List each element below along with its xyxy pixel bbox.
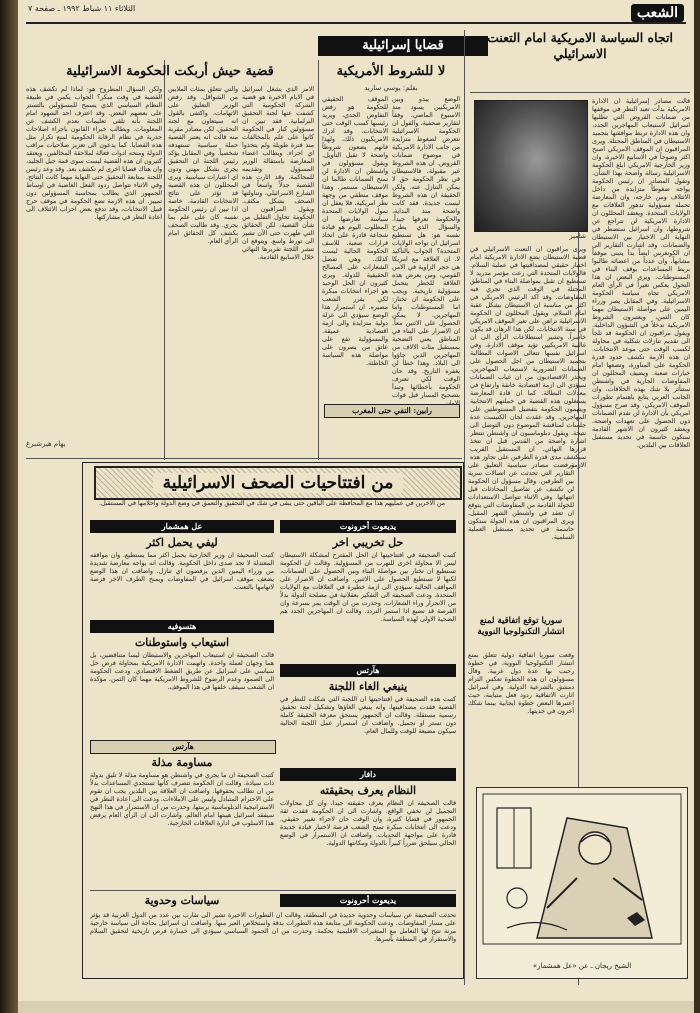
- left-article-column-3: ولكن السؤال المطروح هو: لماذا لم تكشف هذه القضية في وقت مبكر؟ الجواب يكمن في طبيعة النظام السياسي الذي يسمح للمسؤولين بالتستر على بعضهم البعض. وقد اعترف احد الشهود امام اللجنة بأنه تلقى تعليمات بعدم الكشف عن المعلومات. ويطالب خبراء القانون باجراء اصلاحات جذرية في نظام الرقابة الحكومية لمنع تكرار مثل هذه القضايا. كما يدعون الى تعزيز صلاحيات مراقب الدولة ومنحه ادوات فعالة لملاحقة المخالفين. ويعتقد كثيرون ان هذه القضية ليست سوى قمة جبل الجليد، وان هناك قضايا اخرى لم تكشف بعد. وقد وعد رئيس اللجنة بمتابعة التحقيق حتى النهاية مهما كانت النتائج. وفي الاثناء تتواصل ردود الفعل الغاضبة في اوساط الجمهور الذي يطالب بمحاسبة المسؤولين دون تمييز. ان هذه الازمة تضع الحكومة في موقف حرج قبيل الانتخابات، وقد تدفع بعض احزاب الائتلاف الى اعادة النظر في مشاركتها.: [26, 86, 162, 221]
- section-rule: [26, 458, 462, 459]
- press-item-4-title: استيعاب واستوطنات: [134, 636, 230, 649]
- book-binding: [0, 0, 18, 1013]
- newspaper-page: [18, 0, 694, 1013]
- headline-rule: [470, 92, 690, 93]
- right-headline: اتجاه السياسة الامريكية امام التعنت الاسرائيلي: [487, 30, 673, 61]
- press-item-5-text: كتبت الصحيفة ان ما يجري في واشنطن هو مساومة مذلة لا تليق بدولة ذات سيادة. وقالت ان الحكومة تتصرف كأنها تستجدي المساعدات بدلاً من ان تطالب بحقوقها. واضافت ان العلاقة بين البلدين يجب ان تقوم على الاحترام المتبادل وليس على الاملاءات. ودعت الى اعادة النظر في الاستراتيجية الدبلوماسية برمتها، وحذرت من ان الاستمرار في هذا النهج سيفقد اسرائيل هيبتها امام العالم. واشارت الى ان الرأي العام يرفض هذا الاسلوب في ادارة العلاقات الخارجية.: [90, 772, 274, 827]
- press-item-7-text: تحدثت الصحيفة عن سياسات وحدوية جديدة في المنطقة، وقالت ان التطورات الاخيرة تشير الى تقارب بين عدد من الدول العربية قد يؤثر على مسار المفاوضات. ودعت الحكومة الى متابعة هذه التطورات بدقة واستخلاص العبر منها. واضافت ان اسرائيل بحاجة الى سياسة خارجية مرنة تتيح لها التعامل مع المتغيرات الاقليمية بحكمة. وحذرت من ان الجمود السياسي سيؤدي الى خسارة فرص تاريخية لتحقيق السلام والاستقرار في المنطقة بأسرها.: [90, 912, 456, 943]
- cartoon-caption: الشيخ ريجان ـ عن «عل همشمار»: [532, 962, 632, 970]
- right-article-column-2: ويرى مراقبون ان التعنت الاسرائيلي في قضية الاستيطان يضع الادارة الامريكية امام اختبار حقيقي لمصداقيتها في عملية السلام. فالولايات المتحدة التي رعت مؤتمر مدريد لا تستطيع ان تقبل بمواصلة البناء في المناطق المحتلة في الوقت الذي تجري فيه المفاوضات. وقد اكد الرئيس الامريكي في اكثر من مناسبة ان الاستيطان يشكل عقبة امام السلام. ويقول المحللون ان الحكومة الاسرائيلية تراهن على تغير الموقف الامريكي في سنة الانتخابات، لكن هذا الرهان قد يكون خاسراً. وتشير استطلاعات الرأي الى ان غالبية الامريكيين تؤيد موقف الادارة. وفي اسرائيل نفسها تتعالى الاصوات المطالبة بتجميد الاستيطان من اجل الحصول على الضمانات الضرورية لاستيعاب المهاجرين. ويحذر الاقتصاديون من ان غياب الضمانات سيؤدي الى ازمة اقتصادية خانقة وارتفاع في معدلات البطالة. كما ان قادة المعارضة يستغلون هذه القضية في حملتهم الانتخابية ويتهمون الحكومة بتفضيل المستوطنين على المهاجرين. وقد عقدت لجان الكنيست عدة جلسات لمناقشة الموضوع دون التوصل الى نتيجة. ويقول دبلوماسيون ان واشنطن تنتظر اشارة واضحة من القدس قبل ان تتخذ قرارها النهائي. ان المستقبل القريب سيكشف مدى قدرة الطرفين على تجاوز هذه الازمة.: [470, 246, 586, 469]
- press-item-2-title: ليفي يحمل اكثر: [146, 536, 218, 549]
- press-item-4-text: قالت الصحيفة ان استيعاب المهاجرين والاستيطان ليسا متناقضين، بل هما وجهان لعملة واحدة. واتهمت الادارة الامريكية بمحاولة فرض حل سياسي على اسرائيل عن طريق الضغط الاقتصادي. ودعت الحكومة الى الصمود وعدم الرضوخ للشروط الامريكية مهما كان الثمن، مؤكدة ان الشعب سيقف خلفها في هذا الموقف.: [90, 652, 274, 691]
- tag-hatzofe: هتسوفيه: [90, 620, 274, 633]
- press-item-2-text: كتبت الصحيفة ان وزير الخارجية يحمل اكثر مما يستطيع، وان مواقفه المعتدلة لا تجد صدى داخل الحكومة. وقالت انه يواجه معارضة شديدة من وزراء اليمين الذين يرفضون اي تنازل. واضافت ان هذا الوضع يضعف موقف اسرائيل في المفاوضات ويمنح الطرف الاخر فرصة لاتهامها بالتعنت.: [90, 552, 274, 591]
- middle-article-column-1: الوضع يبدو وبين الامريكيين يسود منذ الاسبوع الماضي، وفقاً لتقارير صحفية، والقول ان الحكومة الاسرائيلية تتعرض لضغوط متزايدة من جانب الادارة الامريكية في موضوع ضمانات القروض. ان هذه الشروط غير مقبولة، فالاستيطان في نظر الحكومة حق لا يمكن التنازل عنه. ولكن الحقيقة ان هذه الشروط ليست جديدة، فقد كانت واضحة منذ البداية، والحكومة تعرفها جيداً. والسؤال الذي يطرح نفسه هو: هل تستطيع اسرائيل ان تواجه الولايات المتحدة؟ الجواب بالتأكيد لا. ان العلاقة مع امريكا هي حجر الزاوية في الامن القومي، ومن يعرض هذه العلاقة للخطر يتحمل مسؤولية تاريخية. ويجب على الحكومة ان تختار: اما المستوطنات واما المهاجرين. لا يمكن الحصول على الاثنين معاً. ان الاصرار على البناء في المناطق يعني التضحية بمستقبل مئات الالاف من المهاجرين الذين جاؤوا الى البلاد. وهذا خطأ لن يغفره التاريخ. وقد حان الوقت لكي تعترف الحكومة بأخطائها وتبدأ بتصحيح المسار قبل فوات: [392, 96, 460, 399]
- press-item-1-text: كتبت الصحيفة في افتتاحيتها ان الحل المقترح لمشكلة الاستيطان ليس الا محاولة اخرى للتهرب من المسؤولية. وقالت ان الحكومة تستطيع ان تختار بين مواصلة البناء وبين الحصول على الضمانات، لكنها لا تستطيع الحصول على الاثنين. واضافت ان الاصرار على المواقف الحالية سيؤدي الى ازمة خطيرة في العلاقات مع الولايات المتحدة. ودعت الصحيفة الى التفكير بعقلانية في مصلحة الدولة بدلاً من الانجرار وراء الشعارات. وحذرت من ان الوقت يمر بسرعة وان الفرصة قد تضيع اذا استمر التردد. وقالت ان المهاجرين الجدد هم الضحية الاولى لهذه السياسة.: [280, 552, 456, 623]
- press-item-3-title: ينبغي الغاء اللجنة: [328, 680, 408, 693]
- column-rule: [164, 60, 165, 460]
- page-footer: [18, 1001, 694, 1013]
- middle-headline: لا للشروط الأمريكية: [336, 64, 446, 79]
- press-review-title: من افتتاحيات الصحف الاسرائيلية: [153, 473, 404, 493]
- sidebar-text-2: وقعت سوريا اتفاقية دولية تتعلق بمنع انتشار التكنولوجيا النووية، في خطوة رحبت بها عدة دول غربية. وقال مسؤولون ان هذه الخطوة تعكس التزام دمشق بالشرعية الدولية. وفي اسرائيل اثارت الاتفاقية ردود فعل متباينة، حيث اعتبرها البعض خطوة ايجابية بينما شكك آخرون في جديتها.: [468, 652, 574, 715]
- left-article-column-2: والتي تتعلق بمئات الملايين من الشواقل. وقد رفض الوزير التعليق على الاتهامات، واكتفى بالقول انه سيتعاون مع لجنة التحقيق. لكن مصادر مقربة منه قالت انه يعتبر القضية حملة سياسية تستهدفه شخصياً. وفي المقابل يؤكد رئيس اللجنة ان التحقيق يجري بشكل مهني ودون اي اعتبارات سياسية. ويرى المحللون ان هذه القضية قد تؤثر على نتائج الانتخابات القادمة، خاصة اذا تبين ان رئيس الحكومة نفسه كان على علم بما يجري. وقد طالبت الصحف بكشف كل الحقائق امام الرأي العام.: [168, 86, 238, 245]
- tag-haaretz-2: هآرتس: [90, 740, 276, 754]
- press-item-5-title: مساومة مذلة: [151, 756, 213, 769]
- press-review-intro: من الاخرين في عمليهم هذا مع المحافظة على الباقين حتى يبقى في شك في التحقيق والتعمق في وضع الدولة واحلامها في المستقبل.: [98, 500, 446, 507]
- cartoon-drawing: [477, 788, 687, 978]
- left-article-column-1: الامر الذي يشغل اسرائيل في الايام الاخيرة هو قضية الشركة الحكومية التي كشفت عنها لجنة التحقيق البرلمانية. فقد تبين ان مسؤولين كبار في الحكومة كانوا على علم بالمخالفات منذ فترة طويلة ولم يتخذوا اي اجراء. ويطالب اعضاء المعارضة باستقالة الوزير المسؤول وتقديمه للمحاكمة. وقد اثارت هذه القضية جدلاً واسعاً في الشارع الاسرائيلي، وتناولتها الصحف بشكل مكثف. ويقول المراقبون ان الحكومة تحاول التقليل من شأن القضية، لكن الحقائق التي ظهرت حتى الآن تشير الى تورط واسع. ويتوقع ان تنشر اللجنة تقريرها النهائي خلال الاسابيع القادمة.: [242, 86, 314, 261]
- newspaper-logo: الشعب: [631, 4, 684, 22]
- left-byline: يهام هيرشبرغ: [26, 440, 66, 448]
- middle-subhead: رابين: النفي حتى المغرب: [324, 404, 460, 418]
- press-item-6-title: النظام يعرف بحقيقته: [319, 784, 417, 797]
- dateline: الثلاثاء ١١ شباط ١٩٩٢ ـ صفحة ٧: [28, 4, 136, 13]
- press-item-7-title: سياسات وحدوية: [144, 894, 220, 907]
- photo-caption: شامير: [569, 232, 586, 240]
- tag-haaretz: هآرتس: [280, 664, 456, 677]
- press-review-banner: [94, 466, 462, 500]
- tag-davar: دافار: [280, 768, 456, 781]
- left-headline: قضية حيش أربكت الحكومة الاسرائيلية: [66, 64, 274, 79]
- masthead-rule: [26, 22, 686, 24]
- press-item-3-text: كتبت هذه الصحيفة في افتتاحيتها ان اللجنة التي شكلت للنظر في القضية فقدت مصداقيتها، وانه ينبغي الغاؤها وتشكيل لجنة تحقيق رسمية مستقلة. وقالت ان الجمهور يستحق معرفة الحقيقة كاملة دون تستر او تجميل. واضافت ان استمرار عمل اللجنة الحالية سيكون مضيعة للوقت وللمال العام.: [280, 696, 456, 735]
- political-cartoon: [476, 787, 688, 979]
- right-article-column-1: قالت مصادر إسرائيلية ان الادارة الامريكية بدأت تعيد النظر في موقفها من ضمانات القروض التي تطلبها اسرائيل لاستيعاب المهاجرين الجدد، وان هذه الادارة تربط موافقتها بتجميد الاستيطان في المناطق المحتلة. ويرى المراقبون ان الموقف الامريكي اصبح اكثر وضوحاً في الاسابيع الاخيرة، وان وزير الخارجية الامريكي ابلغ الحكومة الاسرائيلية رسالة واضحة بهذا الشأن. وتقول المصادر ان رئيس الحكومة يواجه ضغوطاً متزايدة من داخل الائتلاف ومن خارجه، وان المعارضة تحمله مسؤولية تدهور العلاقات مع الولايات المتحدة. ويعتقد المحللون ان الادارة الامريكية لن تتراجع عن شروطها، وان اسرائيل ستضطر في النهاية الى الاختيار بين الاستيطان والضمانات. وقد اشارت التقارير الى ان الكونغرس ايضاً بدأ يتبنى موقفاً مشابهاً، وان عدداً من اعضائه طالبوا بربط المساعدات بوقف البناء في المستوطنات. ويرى البعض ان هذا التحول يعكس تغيراً في الرأي العام الامريكي تجاه سياسة الحكومة الاسرائيلية. وفي المقابل يصر وزراء اليمين على مواصلة الاستيطان مهما كان الثمن، ويعتبرون الشروط الامريكية تدخلاً في الشؤون الداخلية. ويقول مراقبون ان الحكومة قد تلجأ الى تقديم تنازلات شكلية في محاولة لكسب الوقت حتى موعد الانتخابات. ان هذه الازمة تكشف حدود قدرة الحكومة على المناورة، وتضعها امام خيارات صعبة. ويضيف المحللون ان المفاوضات الجارية في واشنطن ستتأثر بلا شك بهذه الخلافات، وان الجانب العربي يتابع باهتمام تطورات الموقف الامريكي. وقد صرح مسؤول امريكي بأن الادارة لن تقدم الضمانات دون الحصول على تعهدات واضحة. ويعتقد كثيرون ان الاشهر القادمة ستكون حاسمة في تحديد مستقبل العلاقات بين البلدين.: [592, 98, 690, 449]
- shamir-photo: [474, 100, 588, 232]
- section-banner: قضايا إسرائيلية: [318, 36, 488, 56]
- tag-yedioth: يديعوت أحرونوت: [280, 520, 456, 533]
- press-bottom-rule: [90, 890, 456, 891]
- sidebar-text-1: ورفضت مصادر سياسية التعليق على التقارير التي تحدثت عن اتصالات سرية بين الطرفين. وقال مسؤول ان الحكومة لن تكشف عن تفاصيل المحادثات قبل انتهائها. وفي الاثناء تتواصل الاستعدادات للجولة القادمة من المفاوضات التي يتوقع ان تعقد في واشنطن الشهر المقبل. ويرى المراقبون ان هذه الجولة ستكون حاسمة في تحديد مستقبل العملية السلمية.: [468, 462, 574, 541]
- tag-alhamishmar: عل همشمار: [90, 520, 274, 533]
- sidebar-headline: سوريا توقع اتفاقية لمنع انتشار التكنولوجيا النووية: [477, 616, 565, 637]
- column-rule: [464, 30, 465, 985]
- tag-yedioth-2: يديعوت أحرونوت: [280, 894, 456, 907]
- middle-article-column-2: الموقف الحقيقي للحكومة هو رفض التفاوض الجدي، ويريد رئيسها كسب الوقت حتى الانتخابات. وقد ادرك الامريكيون ذلك، ولهذا فانهم يضعون شروطاً واضحة لا تقبل التأويل. ويقول مسؤولون في واشنطن ان الادارة لن تمنح الضمانات طالما ان الاستيطان مستمر. وهذا موقف منطقي من وجهة نظر امريكية، فلا يعقل ان تمول الولايات المتحدة سياسة تعارضها. ان المطلوب اليوم هو قيادة شجاعة قادرة على اتخاذ قرارات صعبة. للاسف الحكومة الحالية ليست كذلك. وهي تفضل الشعارات على المصالح الحقيقية للدولة. ويرى كثيرون ان الحل الوحيد هو اجراء انتخابات مبكرة لكي يقرر الشعب مصيره. ان استمرار هذا الوضع سيؤدي الى عزلة دولية متزايدة والى ازمة اقتصادية عميقة. والمسؤولية تقع على عاتق من يصرون على مواصلة هذه السياسة الخاطئة.: [322, 96, 388, 367]
- press-item-1-title: حل تخريبي اخر: [332, 536, 404, 549]
- press-item-6-text: قالت الصحيفة ان النظام يعرف حقيقته جيداً، وان كل محاولات التجميل لن تخفي الواقع. واشارت الى ان الحكومة فقدت ثقة الجمهور في قضايا كثيرة، وان الوقت حان لاجراء تغيير حقيقي. ودعت الى انتخابات مبكرة تمنح الشعب فرصة لاختيار قيادة جديدة قادرة على مواجهة التحديات. واضافت ان الاستمرار في الوضع الحالي سيلحق ضرراً كبيراً بالدولة ومكانتها الدولية.: [280, 800, 456, 847]
- column-rule: [318, 60, 319, 460]
- middle-byline: بقلم: يوسي ساريد: [364, 84, 418, 92]
